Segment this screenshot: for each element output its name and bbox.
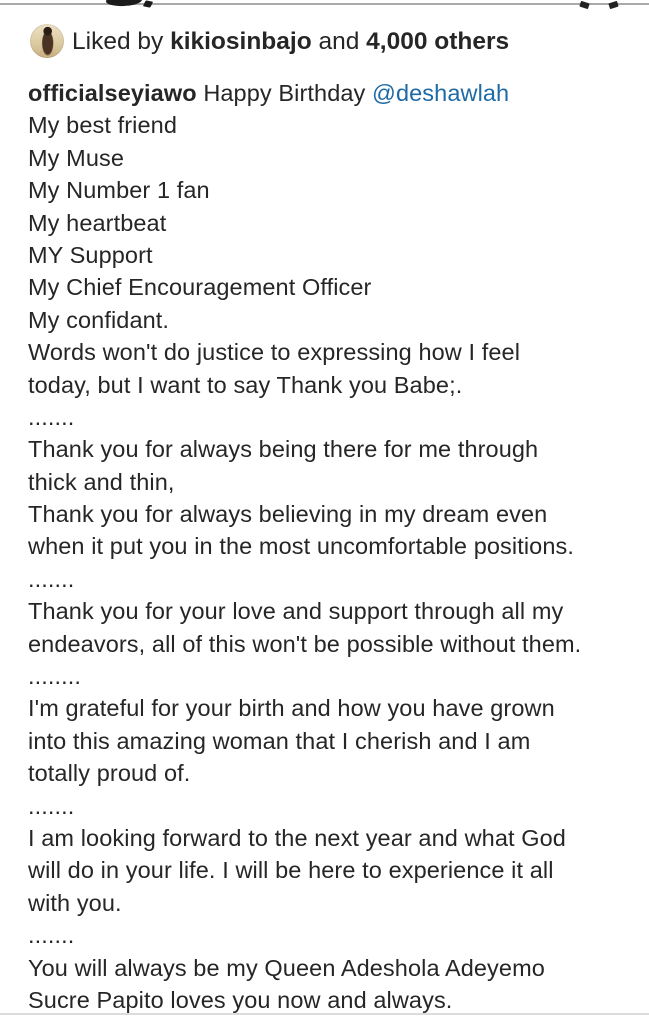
caption-dots-separator: ....... (28, 403, 75, 430)
caption-line: endeavors, all of this won't be possible without them. (28, 630, 582, 657)
share-icon[interactable] (143, 0, 153, 7)
caption-line: You will always be my Queen Adeshola Adeyemo (28, 954, 545, 981)
bottom-divider (0, 1013, 649, 1015)
post-author-username-link[interactable]: officialseyiawo (28, 80, 197, 106)
caption-line: My best friend (28, 112, 177, 139)
others-count-link[interactable]: 4,000 others (366, 28, 510, 55)
mention-link[interactable]: @deshawlah (372, 80, 510, 106)
caption-line: Thank you for your love and support through all my (28, 598, 564, 625)
caption (28, 77, 643, 1016)
caption-line: thick and thin, (28, 468, 175, 495)
caption-line: will do in your life. I will be here to experience it all (28, 857, 554, 884)
caption-line: My confidant. (28, 306, 170, 333)
caption-line: My heartbeat (28, 209, 167, 236)
and-label: and (311, 28, 367, 55)
caption-line: I'm grateful for your birth and how you have grown (28, 695, 555, 722)
caption-dots-separator: ........ (28, 663, 82, 690)
liker-avatar[interactable] (30, 24, 64, 58)
bookmark-icon[interactable] (608, 1, 618, 9)
caption-line: totally proud of. (28, 760, 191, 787)
caption-line: today, but I want to say Thank you Babe;. (28, 371, 463, 398)
caption-first-line (28, 77, 643, 109)
caption-line: Thank you for always believing in my dream even (28, 501, 548, 528)
liked-by-label: Liked by (72, 28, 171, 55)
caption-dots-separator: ....... (28, 565, 75, 592)
caption-dots-separator: ....... (28, 792, 75, 819)
caption-line: Words won't do justice to expressing how I feel (28, 339, 521, 366)
caption-line: I am looking forward to the next year and what God (28, 824, 566, 851)
caption-dots-separator: ....... (28, 922, 75, 949)
liker-username-link[interactable]: kikiosinbajo (170, 28, 312, 55)
caption-intro-text: Happy Birthday (196, 80, 373, 106)
caption-line: into this amazing woman that I cherish and I am (28, 727, 531, 754)
likes-row[interactable] (28, 24, 641, 60)
caption-line: My Muse (28, 144, 125, 171)
caption-line: when it put you in the most uncomfortable positions. (28, 533, 574, 560)
caption-line: My Chief Encouragement Officer (28, 274, 372, 301)
caption-line: MY Support (28, 241, 153, 268)
caption-line: Thank you for always being there for me through (28, 436, 539, 463)
top-divider (0, 3, 649, 5)
likes-summary[interactable] (72, 24, 509, 60)
caption-line: My Number 1 fan (28, 177, 210, 204)
caption-line: with you. (28, 889, 122, 916)
caption-line: Sucre Papito loves you now and always. (28, 986, 453, 1013)
share-icon[interactable] (106, 0, 143, 7)
